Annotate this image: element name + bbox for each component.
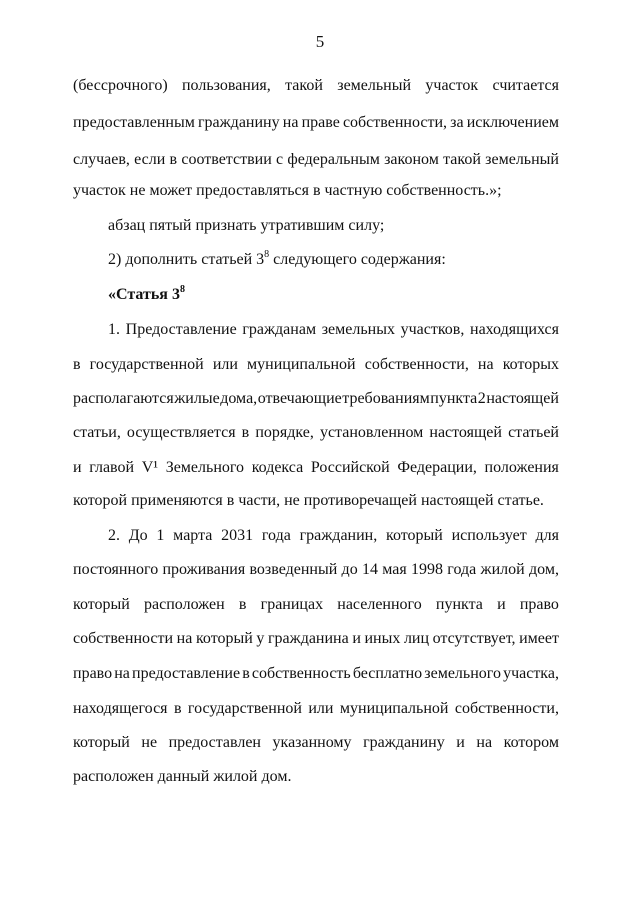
word: случаев, — [73, 151, 130, 168]
word: и — [352, 630, 361, 647]
word: который — [73, 596, 130, 613]
word: Земельного — [165, 459, 245, 476]
word: порядке, — [255, 424, 314, 441]
word: иных — [364, 630, 401, 647]
word: располагаются — [73, 390, 174, 407]
text-line — [73, 491, 559, 511]
word: праве — [301, 114, 340, 131]
word: осуществляется — [126, 424, 236, 441]
word: 2 — [477, 390, 486, 407]
word: кодекса — [251, 459, 304, 476]
text-line — [73, 113, 559, 133]
word: для — [535, 527, 559, 544]
word: на — [476, 734, 493, 751]
word: которой применяются в части, не противоречащей настоящей статье. — [73, 492, 544, 509]
word: гражданина — [267, 630, 349, 647]
word: на — [282, 114, 299, 131]
word: указанному — [272, 734, 352, 751]
word: отвечающие — [257, 390, 342, 407]
word: в — [73, 356, 81, 373]
word: главой — [89, 459, 135, 476]
word: федеральным — [287, 151, 380, 168]
word: если — [134, 151, 166, 168]
word: постоянного — [73, 561, 159, 578]
word: на — [477, 356, 494, 373]
word: у — [256, 630, 265, 647]
word: или — [308, 700, 334, 717]
word: за — [450, 114, 464, 131]
word: на — [114, 665, 130, 682]
word: Российской — [310, 459, 390, 476]
word: находящегося — [73, 700, 168, 717]
word: 1 — [156, 527, 165, 544]
word: года — [261, 527, 291, 544]
word: требованиям — [342, 390, 430, 407]
word: гражданину — [197, 114, 280, 131]
word: земельный — [337, 77, 412, 94]
word: собственности, — [454, 700, 559, 717]
superscript: 8 — [264, 248, 270, 260]
text-line — [108, 216, 559, 236]
word: собственность — [251, 665, 351, 682]
superscript: 8 — [179, 283, 185, 295]
word: лиц — [403, 630, 430, 647]
word: положения — [484, 459, 559, 476]
page-number: 5 — [315, 32, 325, 51]
text-line — [73, 733, 559, 753]
word: в — [173, 700, 182, 717]
word: 1998 — [411, 561, 444, 578]
word: До — [128, 527, 148, 544]
word: V¹ — [141, 459, 159, 476]
word: 2031 — [221, 527, 254, 544]
word: котором — [503, 734, 559, 751]
word: собственности, — [342, 114, 448, 131]
word: отсутствует, — [432, 630, 516, 647]
word: земельный — [485, 151, 559, 168]
word: муниципальной — [247, 356, 356, 373]
text-line — [73, 389, 559, 409]
word: использует — [451, 527, 527, 544]
word: пользования, — [181, 77, 271, 94]
word: участок — [425, 77, 479, 94]
word: населенного — [337, 596, 422, 613]
word: на — [176, 630, 193, 647]
word: такой — [285, 77, 323, 94]
text-line — [73, 355, 559, 375]
text-line — [73, 767, 559, 787]
article-heading — [108, 285, 559, 305]
word: законом — [384, 151, 439, 168]
word: соответствии — [181, 151, 272, 168]
word: Предоставление — [125, 321, 237, 338]
word: мая — [382, 561, 407, 578]
word: дом, — [528, 561, 559, 578]
word: исключением — [466, 114, 559, 131]
word: в — [169, 151, 178, 168]
word: муниципальной — [339, 700, 449, 717]
word: 2. — [108, 527, 120, 544]
word: или — [212, 356, 238, 373]
word: земельного — [424, 665, 501, 682]
word: бесплатно — [352, 665, 423, 682]
word: которых — [502, 356, 559, 373]
text-line — [73, 423, 559, 443]
text-line — [108, 526, 559, 546]
text-line — [73, 76, 559, 96]
word: гражданин, — [299, 527, 378, 544]
word: земельных — [321, 321, 395, 338]
word: Федерации, — [397, 459, 477, 476]
word: в — [238, 596, 247, 613]
word: и — [456, 734, 465, 751]
text-line — [73, 181, 559, 201]
text-line — [73, 629, 559, 649]
word: гражданам — [242, 321, 317, 338]
word: настоящей — [429, 424, 502, 441]
word: который — [385, 527, 443, 544]
word: статьи, — [73, 424, 121, 441]
word: считается — [492, 77, 559, 94]
word: в — [242, 665, 250, 682]
word: абзац пятый признать утратившим силу; — [108, 217, 385, 234]
word: года — [447, 561, 477, 578]
word: участок не может предоставляться в частную собственность.»; — [73, 182, 502, 199]
word: 1. — [108, 321, 120, 338]
word: пункта — [435, 596, 483, 613]
word: 14 — [361, 561, 378, 578]
word: расположен — [144, 596, 225, 613]
amendment-text: 2) дополнить статьей 3 — [108, 251, 265, 268]
word: находящихся — [470, 321, 559, 338]
word: право — [519, 596, 559, 613]
word: и — [73, 459, 82, 476]
word: участка, — [503, 665, 559, 682]
word: который — [195, 630, 253, 647]
word: установленном — [319, 424, 424, 441]
word: возведенный — [249, 561, 338, 578]
text-line — [73, 150, 559, 170]
amendment-line — [108, 250, 559, 270]
word: предоставленным — [73, 114, 195, 131]
word: статьей — [508, 424, 559, 441]
word: в — [241, 424, 250, 441]
word: не — [141, 734, 158, 751]
word: до — [341, 561, 358, 578]
word: (бессрочного) — [73, 77, 168, 94]
word: гражданину — [363, 734, 445, 751]
text-line — [73, 560, 559, 580]
text-line — [73, 458, 559, 478]
text-line — [73, 595, 559, 615]
text-line — [73, 699, 559, 719]
word: предоставление — [132, 665, 241, 682]
word: настоящей — [486, 390, 559, 407]
word: государственной — [187, 700, 302, 717]
word: собственности, — [364, 356, 469, 373]
word: расположен данный жилой дом. — [73, 768, 292, 785]
word: который — [73, 734, 130, 751]
word: такой — [443, 151, 481, 168]
word: имеет — [519, 630, 559, 647]
word: границах — [260, 596, 324, 613]
word: жилой — [480, 561, 525, 578]
word: государственной — [89, 356, 204, 373]
word: жилые — [174, 390, 220, 407]
word: с — [276, 151, 284, 168]
word: участков, — [400, 321, 465, 338]
word: и — [497, 596, 506, 613]
word: предоставлен — [168, 734, 261, 751]
word: собственности — [73, 630, 174, 647]
article-heading-text: «Статья 3 — [108, 286, 180, 303]
word: право — [73, 665, 113, 682]
text-line — [73, 664, 559, 684]
word: марта — [173, 527, 213, 544]
text-line — [108, 320, 559, 340]
word: пункта — [430, 390, 478, 407]
amendment-text-end: следующего содержания: — [269, 251, 446, 268]
word: проживания — [162, 561, 246, 578]
word: дома, — [220, 390, 258, 407]
